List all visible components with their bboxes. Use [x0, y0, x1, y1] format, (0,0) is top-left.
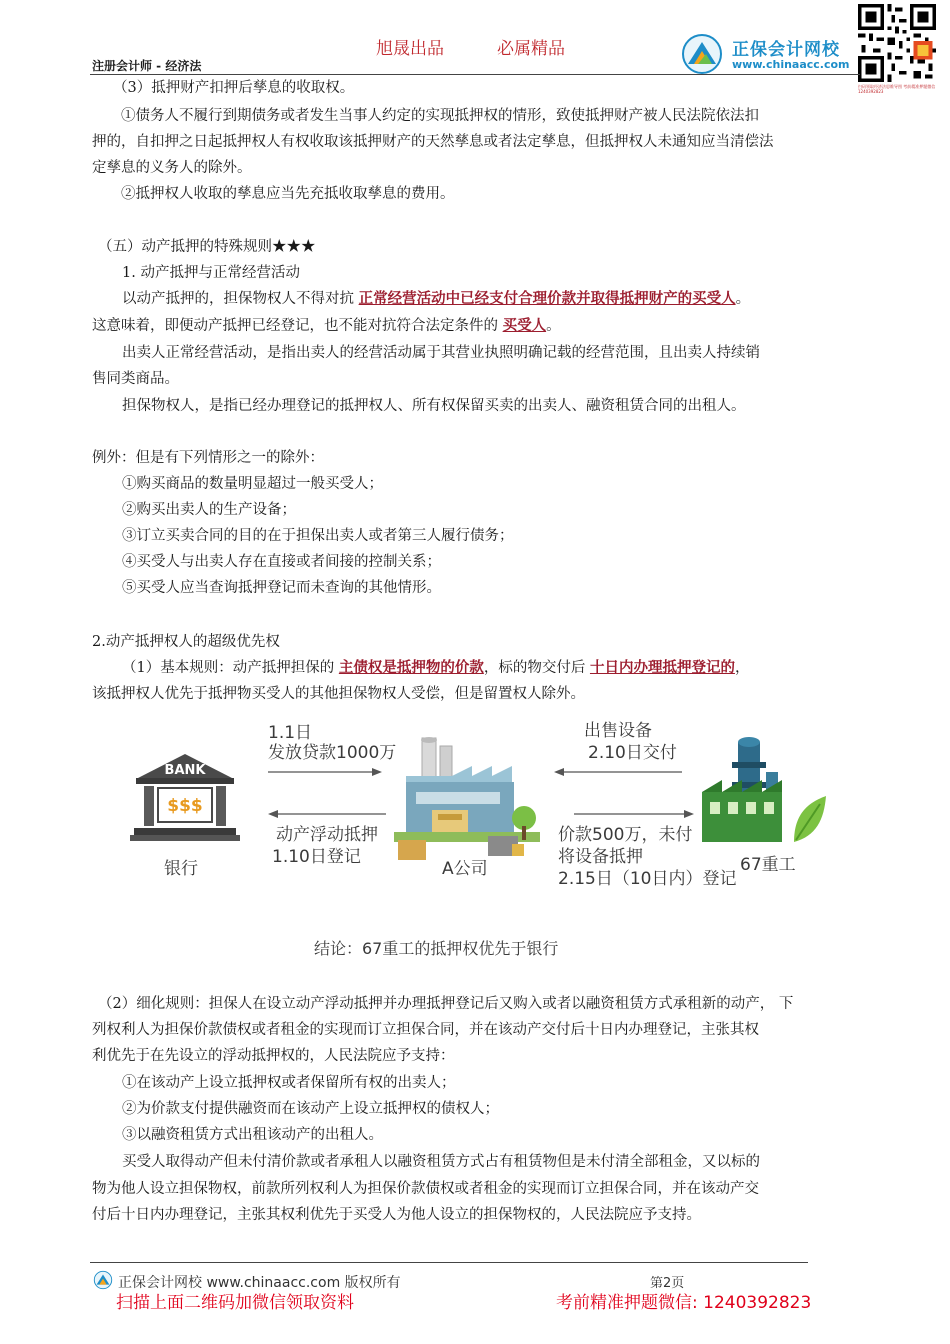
page-number: 第2页	[650, 1276, 685, 1291]
para-line: 定孳息的义务人的除外。	[92, 160, 252, 176]
text-run: 。	[546, 318, 561, 334]
highlight-text: 买受人	[502, 317, 547, 334]
para-line: ①债务人不履行到期债务或者发生当事人约定的实现抵押权的情形，致使抵押财产被人民法院依法扣	[121, 108, 759, 124]
para-line: （3）抵押财产扣押后孳息的收取权。	[113, 80, 355, 96]
promo-qr-text[interactable]: 扫描上面二维码加微信领取资料	[116, 1293, 354, 1313]
para-line: 该抵押权人优先于抵押物买受人的其他担保物权人受偿，但是留置权人除外。	[92, 686, 585, 702]
diagram-conclusion: 结论：67重工的抵押权优先于银行	[314, 939, 559, 958]
list-item: ①在该动产上设立抵押权或者保留所有权的出卖人；	[122, 1075, 456, 1091]
qr-code-icon	[858, 4, 936, 82]
brand-url: www.chinaacc.com	[732, 58, 850, 71]
text-run: 这意味着，即便动产抵押已经登记，也不能对抗符合法定条件的	[92, 318, 503, 334]
qr-caption: 扫码领取经济法思维导图 考前精准押题微信 1240392823	[858, 84, 936, 94]
arrow3-label-date: 2.10日交付	[588, 743, 677, 763]
heavy-industry-label: 67重工	[740, 855, 796, 875]
arrow3-label-sale: 出售设备	[584, 721, 652, 741]
collateral-diagram	[90, 712, 860, 932]
promo-wechat-text[interactable]: 考前精准押题微信: 1240392823	[556, 1293, 812, 1313]
header-slogan-left: 旭晟出品	[376, 39, 444, 59]
highlight-text: 十日内办理抵押登记的	[589, 659, 735, 676]
list-item: ④买受人与出卖人存在直接或者间接的控制关系；	[122, 554, 441, 570]
section-heading: （五）动产抵押的特殊规则★★★	[98, 239, 316, 255]
para-line: 例外：但是有下列情形之一的除外：	[92, 450, 324, 466]
para-line	[122, 289, 750, 309]
list-item: ②购买出卖人的生产设备；	[122, 502, 296, 518]
list-item: ⑤买受人应当查询抵押登记而未查询的其他情形。	[122, 580, 441, 596]
bank-money-text: $$$	[167, 796, 203, 816]
para-line: 付后十日内办理登记，主张其权利优先于买受人为他人设立的担保物权的，人民法院应予支持。	[92, 1207, 701, 1223]
para-line: （2）细化规则：担保人在设立动产浮动抵押并办理抵押登记后又购入或者以融资租赁方式承租新的动产， 下	[98, 996, 794, 1012]
list-item: ③订立买卖合同的目的在于担保出卖人或者第三人履行债务；	[122, 528, 514, 544]
para-line	[92, 316, 561, 336]
text-run: 。	[735, 291, 751, 307]
para-line: ②抵押权人收取的孳息应当先充抵收取孳息的费用。	[121, 186, 455, 202]
list-item: ②为价款支付提供融资而在该动产上设立抵押权的债权人；	[122, 1101, 499, 1117]
para-line: 物为他人设立担保物权，前款所列权利人为担保价款债权或者租金的实现而订立担保合同，并在该动产交	[92, 1181, 759, 1197]
text-run: ，标的物交付后	[483, 660, 590, 676]
arrow2-label-date: 1.10日登记	[272, 847, 361, 867]
para-line: 担保物权人，是指已经办理登记的抵押权人、所有权保留买卖的出卖人、融资租赁合同的出租人。	[122, 398, 746, 414]
header-rule	[90, 74, 860, 75]
para-line: 列权利人为担保价款债权或者租金的实现而订立担保合同，并在该动产交付后十日内办理登记，主张其权	[92, 1022, 759, 1038]
para-line	[122, 658, 749, 678]
arrow4-label-price: 价款500万，未付	[558, 825, 693, 845]
text-run: 以动产抵押的，担保物权人不得对抗	[122, 291, 359, 307]
text-run: （1）基本规则：动产抵押担保的	[122, 660, 339, 676]
footer-logo-icon	[92, 1270, 114, 1290]
list-item: ①购买商品的数量明显超过一般买受人；	[122, 476, 383, 492]
highlight-text: 主债权是抵押物的价款	[338, 659, 484, 676]
header-slogan-right: 必属精品	[497, 39, 565, 59]
para-line: 押的，自扣押之日起抵押权人有权收取该抵押财产的天然孳息或者法定孳息，但抵押权人未通知应当清偿法	[92, 134, 774, 150]
arrow1-label-loan: 发放贷款1000万	[268, 743, 397, 763]
para-line: 售同类商品。	[92, 371, 179, 387]
subsection-heading: 1. 动产抵押与正常经营活动	[122, 265, 300, 281]
bank-sign-text: BANK	[164, 763, 206, 778]
text-run: ，	[734, 660, 750, 676]
para-line: 买受人取得动产但未付清价款或者承租人以融资租赁方式占有租赁物但是未付清全部租金，又以标的	[122, 1154, 760, 1170]
brand-name: 正保会计网校	[732, 40, 840, 60]
chinaacc-logo-icon	[678, 34, 726, 74]
arrow2-label-type: 动产浮动抵押	[276, 825, 378, 845]
footer-copyright: 正保会计网校 www.chinaacc.com 版权所有	[118, 1275, 401, 1291]
list-item: ③以融资租赁方式出租该动产的出租人。	[122, 1127, 383, 1143]
arrow4-label-registration: 2.15日（10日内）登记	[558, 869, 737, 889]
course-title: 注册会计师 - 经济法	[92, 59, 202, 73]
highlight-text: 正常经营活动中已经支付合理价款并取得抵押财产的买受人	[358, 290, 736, 307]
para-line: 出卖人正常经营活动，是指出卖人的经营活动属于其营业执照明确记载的经营范围，且出卖人持续销	[122, 345, 760, 361]
bank-label: 银行	[164, 859, 198, 879]
footer-rule	[90, 1262, 808, 1263]
subsection-heading: 2.动产抵押权人的超级优先权	[92, 634, 280, 650]
company-a-label: A公司	[442, 859, 488, 879]
arrows-layer	[90, 712, 860, 932]
para-line: 利优先于在先设立的浮动抵押权的，人民法院应予支持：	[92, 1048, 455, 1064]
arrow1-label-date: 1.1日	[268, 723, 313, 743]
arrow4-label-mortgage: 将设备抵押	[558, 847, 643, 867]
